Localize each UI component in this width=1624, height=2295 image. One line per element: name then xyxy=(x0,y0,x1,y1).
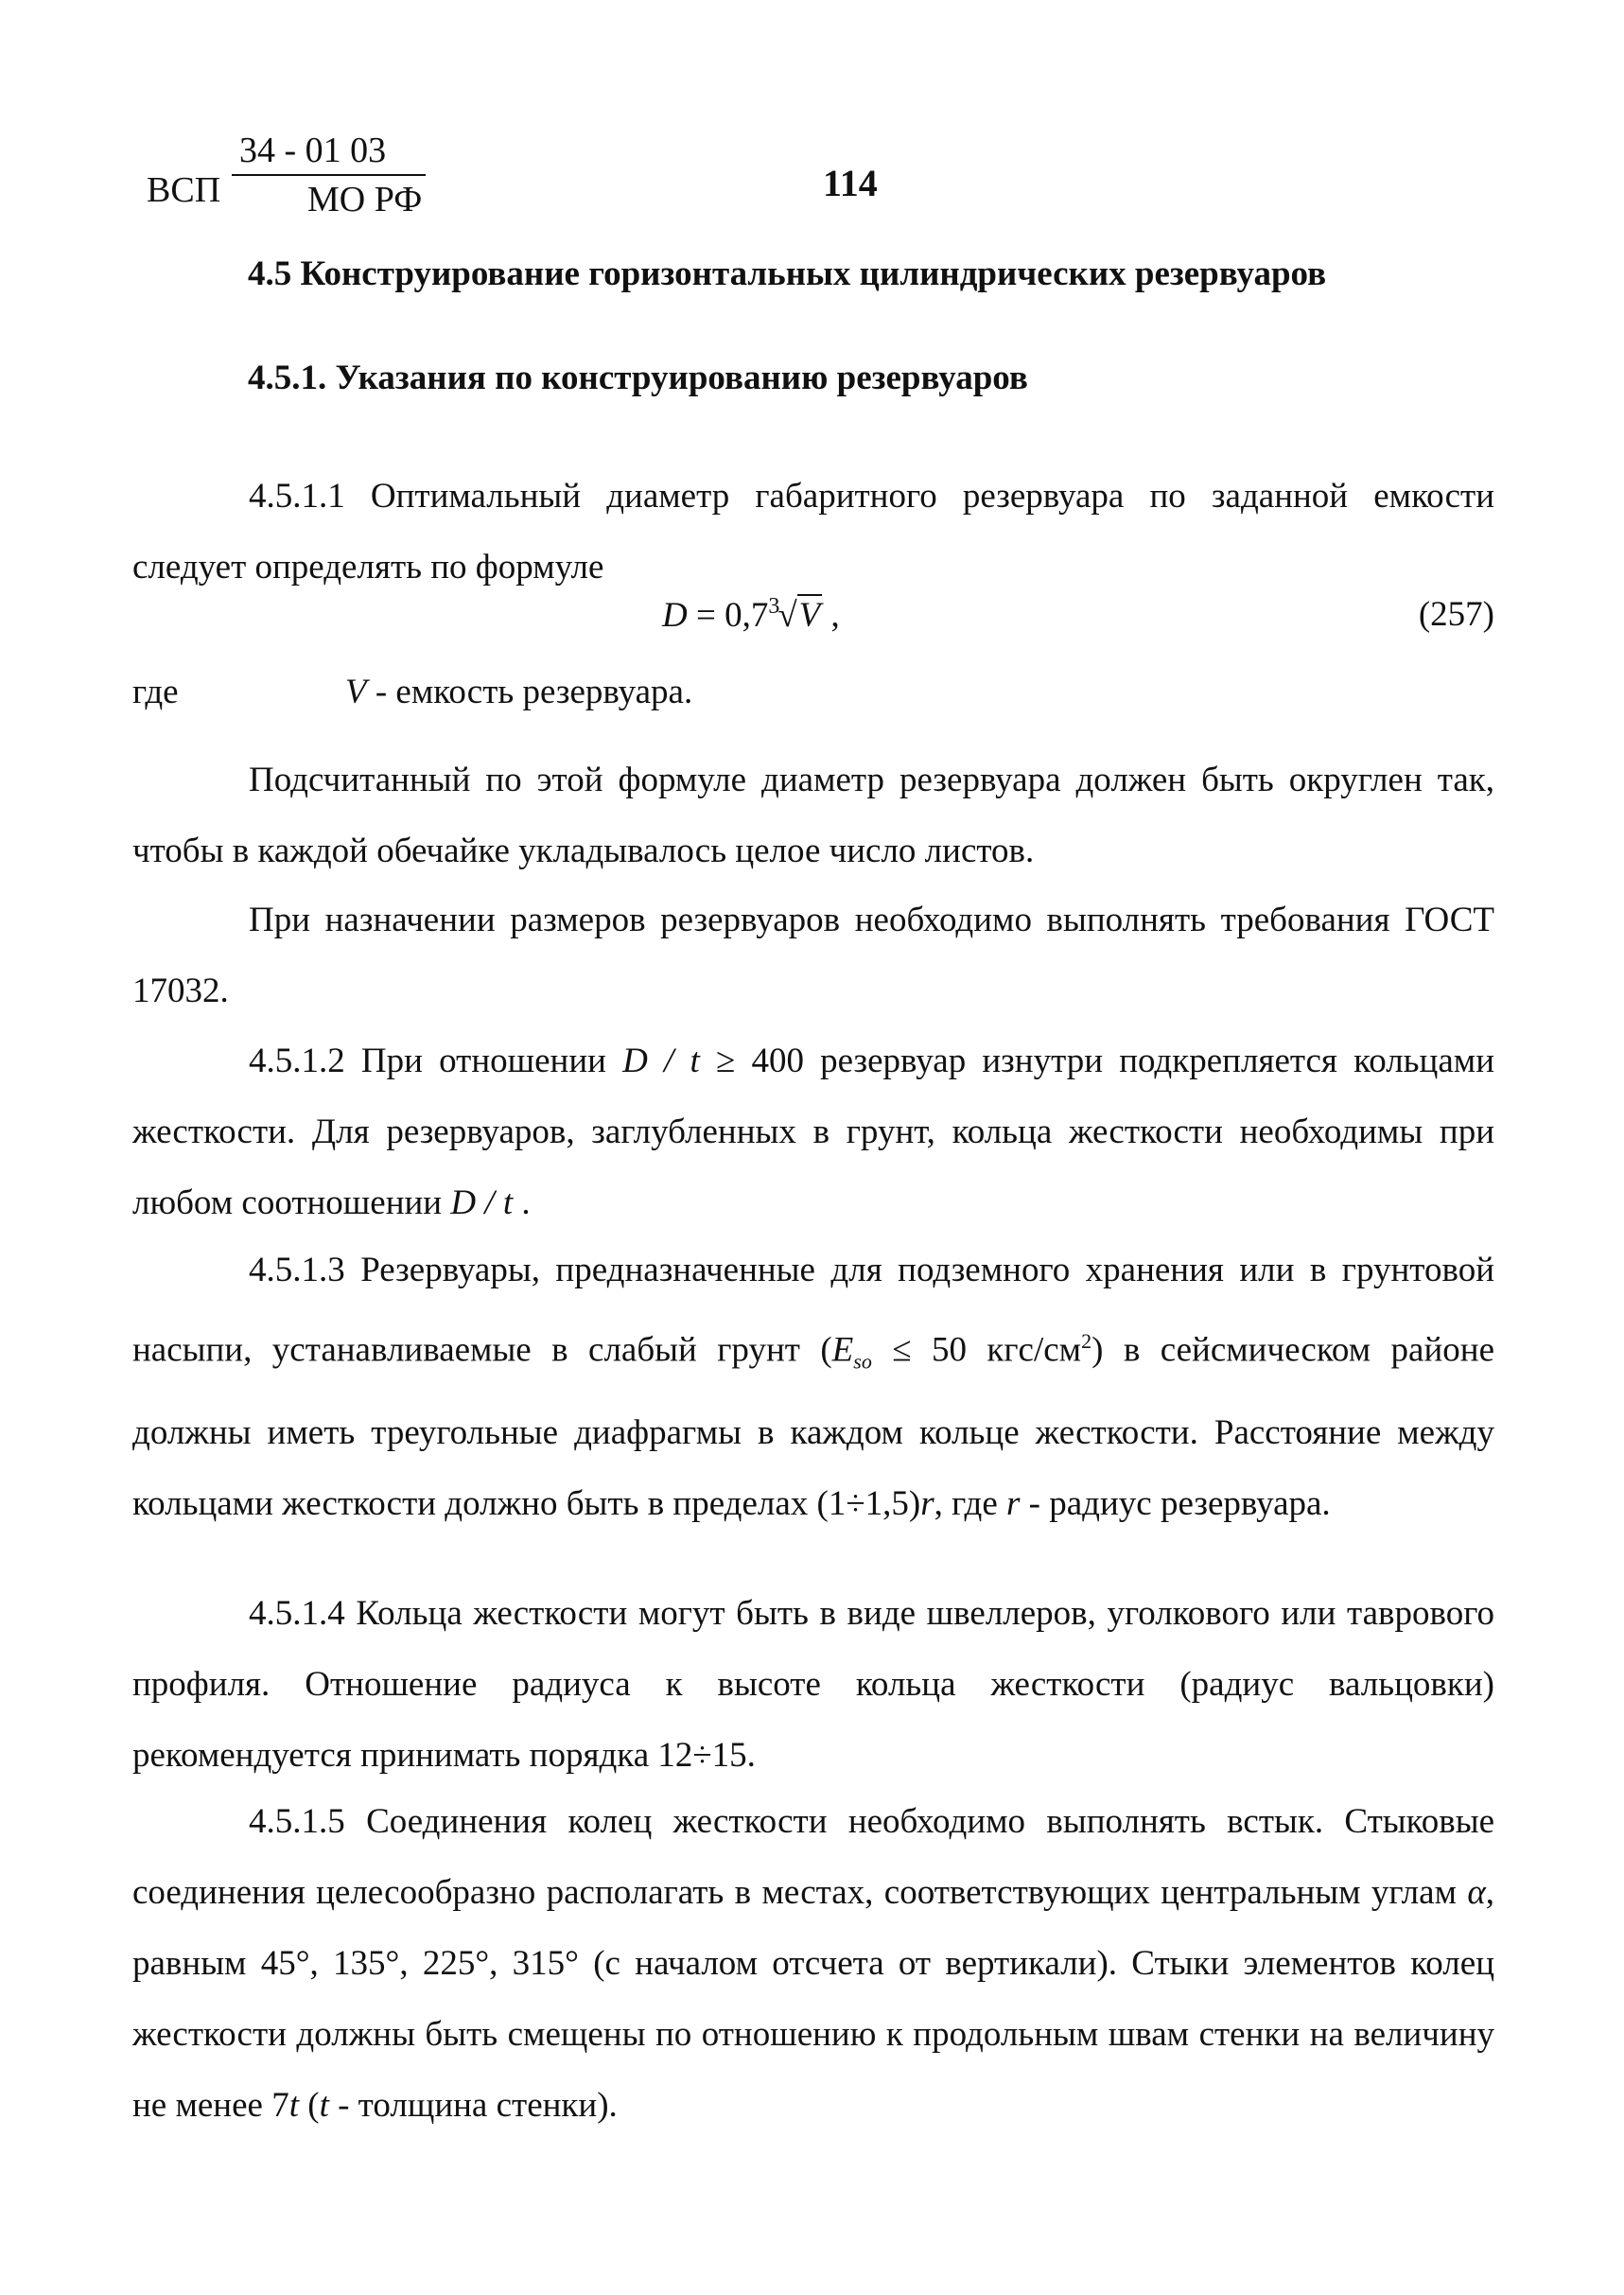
doc-code-prefix: ВСП xyxy=(147,170,221,210)
paragraph-rounding: Подсчитанный по этой формуле диаметр резервуара должен быть округлен так, чтобы в каждой обечайке укладывалось целое число листов. xyxy=(132,761,1494,870)
root-index: 3 xyxy=(768,594,780,619)
paragraph-4-5-1-1: 4.5.1.1 Оптимальный диаметр габаритного резервуара по заданной емкости следует определять по формуле xyxy=(132,477,1494,587)
formula-expression: $D = 0,7^3√V$ , xyxy=(662,594,840,635)
paragraph-4-5-1-3: 4.5.1.3 Резервуары, предназначенные для подземного хранения или в грунтовой насыпи, устанавливаемые в слабый грунт ($E_{so} \le 50$ кгс/$см^2$) в сейсмическом районе должны иметь треугольные диафрагмы в каждом кольце жесткости. Расстояние между кольцами жесткости должно быть в пределах (1÷1,5)r, где r - радиус резервуара. xyxy=(132,1251,1495,1523)
doc-code-fraction xyxy=(232,132,426,218)
doc-code-numerator: 34 - 01 03 xyxy=(239,131,387,170)
fraction-bar xyxy=(232,174,426,176)
paragraph-4-5-1-5: 4.5.1.5 Соединения колец жесткости необходимо выполнять встык. Стыковые соединения целесообразно располагать в местах, соответствующих центральным углам α, равным 45°, 135°, 225°, 315° (с началом отсчета от вертикали). Стыки элементов колец жесткости должны быть смещены по отношению к продольным швам стенки на величину не менее 7t (t - толщина стенки). xyxy=(132,1802,1494,2125)
formula-tail: , xyxy=(822,596,840,635)
radicand: V xyxy=(798,596,821,635)
formula-257 xyxy=(132,594,1494,651)
paragraph-4-5-1-2: 4.5.1.2 При отношении D / t ≥ 400 резервуар изнутри подкрепляется кольцами жесткости. Для резервуаров, заглубленных в грунт, кольца жесткости необходимы при любом соотношении D / t . xyxy=(132,1042,1494,1222)
paragraph-gost: При назначении размеров резервуаров необходимо выполнять требования ГОСТ 17032. xyxy=(132,901,1494,1010)
section-title: 4.5 Конструирование горизонтальных цилиндрических резервуаров xyxy=(248,254,1327,293)
doc-code-denominator: МО РФ xyxy=(307,180,423,219)
paragraph-4-5-1-4: 4.5.1.4 Кольца жесткости могут быть в виде швеллеров, уголкового или таврового профиля. Отношение радиуса к высоте кольца жесткости (радиус вальцовки) рекомендуется принимать порядка 12÷15. xyxy=(132,1594,1494,1775)
formula-lhs: D xyxy=(662,596,688,635)
where-definition-text: V - емкость резервуара. xyxy=(345,673,693,711)
formula-eq: = 0,7 xyxy=(687,596,769,635)
subsection-title: 4.5.1. Указания по конструированию резервуаров xyxy=(248,359,1028,397)
where-word: где xyxy=(132,673,179,711)
page-number: 114 xyxy=(823,162,878,204)
equation-number: (257) xyxy=(1418,595,1494,634)
